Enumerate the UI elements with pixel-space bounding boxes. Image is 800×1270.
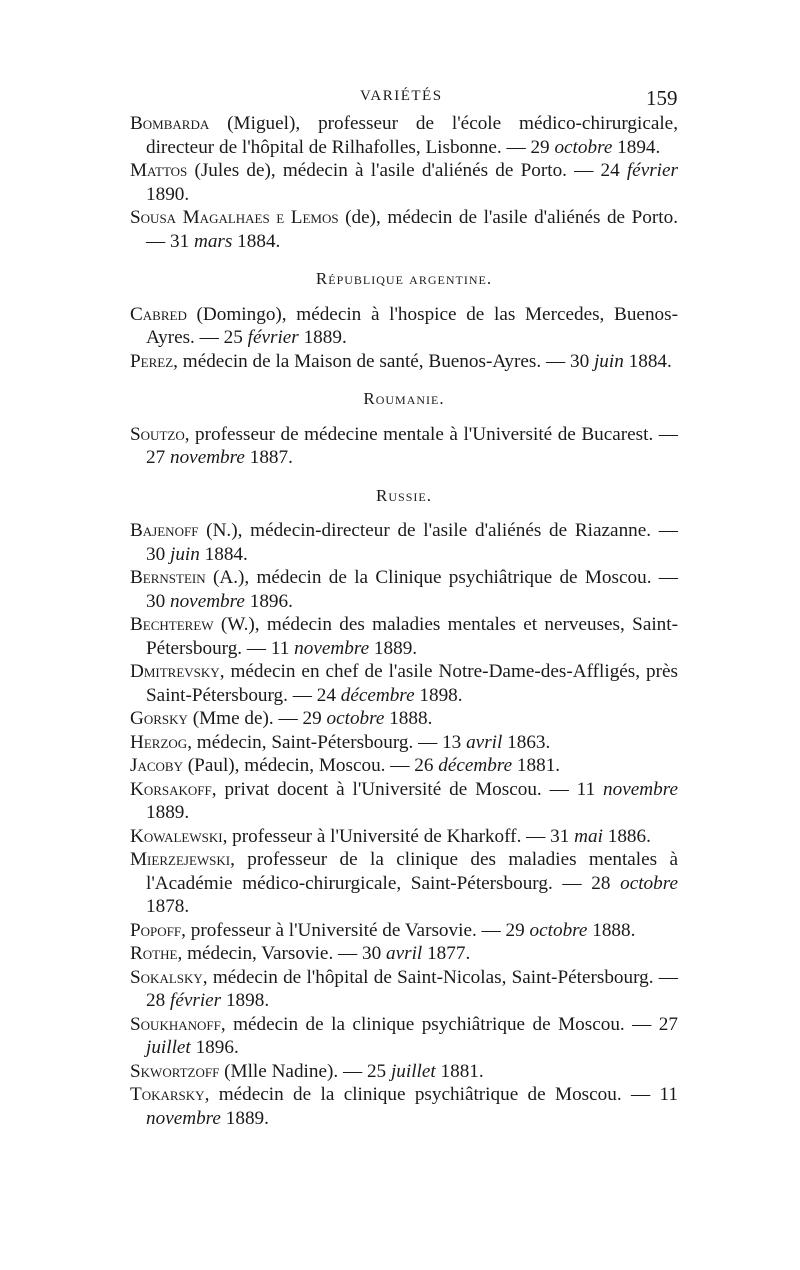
entry-name: Rothe <box>130 943 178 964</box>
entry-name: Perez <box>130 350 174 372</box>
entry-year: 1889. <box>220 1107 269 1129</box>
entry-month: juin <box>169 543 200 565</box>
entry-text: (A.), médecin de la Clinique psychiâtrique de Moscou. — 30 <box>146 567 678 612</box>
entry-year: 1878. <box>146 896 190 917</box>
entry-korsakoff <box>130 778 678 825</box>
entry-bernstein <box>130 566 678 613</box>
entry-year: 1881. <box>512 755 561 776</box>
entry-year: 1863. <box>502 731 551 753</box>
page-number: 159 <box>646 86 678 110</box>
entry-month: octobre <box>620 872 678 894</box>
entry-name: Kowalewski <box>130 825 223 847</box>
entry-bajenoff <box>130 519 678 566</box>
entry-year: 1896. <box>190 1037 239 1058</box>
entry-year: 1877. <box>422 943 471 964</box>
entry-name: Sousa Magalhaes e Lemos <box>130 207 339 228</box>
section-heading-russie: Russie. <box>376 485 432 505</box>
argentine-list <box>130 303 678 374</box>
entry-soukhanoff <box>130 1013 678 1060</box>
entry-kowalewski <box>130 825 678 849</box>
entry-text: (W.), médecin des maladies mentales et nerveuses, Saint-Pétersbourg. — 11 <box>146 614 678 659</box>
entry-year: 1889. <box>146 802 190 823</box>
entry-soutzo <box>130 423 678 470</box>
entry-name: Bechterew <box>130 614 214 635</box>
entry-text: , professeur à l'Université de Varsovie. — 29 <box>181 919 530 941</box>
entry-name: Bajenoff <box>130 520 199 541</box>
entry-month: novembre <box>294 637 370 659</box>
entry-name: Herzog <box>130 731 188 753</box>
entry-text: , médecin en chef de l'asile Notre-Dame-des-Affligés, près Saint-Pétersbourg. — 24 <box>146 661 678 706</box>
russie-list <box>130 519 678 1130</box>
entry-skwortzoff <box>130 1060 678 1084</box>
entry-text: , professeur à l'Université de Kharkoff. — 31 <box>222 825 575 847</box>
entry-year: 1886. <box>602 825 651 847</box>
roumanie-list <box>130 423 678 470</box>
entry-text: (N.), médecin-directeur de l'asile d'aliénés de Riazanne. — 30 <box>146 520 678 565</box>
entry-month: juin <box>593 350 624 372</box>
entry-year: 1881. <box>435 1060 484 1082</box>
entry-month: juillet <box>390 1060 436 1082</box>
entry-text: (Domingo), médecin à l'hospice de las Mercedes, Buenos-Ayres. — 25 <box>146 303 678 348</box>
entry-year: 1898. <box>221 990 270 1011</box>
entry-text: (Jules de), médecin à l'asile d'aliénés de Porto. — 24 <box>187 160 627 181</box>
entry-month: février <box>169 990 222 1011</box>
entry-text: , privat docent à l'Université de Moscou. — 11 <box>211 778 604 800</box>
entry-name: Soukhanoff <box>130 1013 221 1035</box>
entry-name: Bombarda <box>130 113 210 134</box>
section-heading-argentine: République argentine. <box>315 269 493 288</box>
entry-year: 1889. <box>298 327 347 348</box>
entry-text: (de), médecin de l'asile d'aliénés de Porto. — 31 <box>146 207 678 252</box>
entry-bombarda <box>130 112 678 159</box>
portugal-list <box>130 112 678 253</box>
entry-tokarsky <box>130 1083 678 1130</box>
entry-month: décembre <box>438 755 513 776</box>
entry-month: octobre <box>529 919 588 941</box>
entry-sokalsky <box>130 966 678 1013</box>
entry-text: (Mlle Nadine). — 25 <box>219 1060 391 1082</box>
entry-text: (Paul), médecin, Moscou. — 26 <box>182 755 439 776</box>
entry-year: 1884. <box>199 543 248 565</box>
entry-month: novembre <box>169 590 245 612</box>
entry-rothe <box>130 942 678 966</box>
entry-month: novembre <box>169 447 245 468</box>
entry-text: , médecin, Saint-Pétersbourg. — 13 <box>187 731 467 753</box>
entry-text: , médecin de la clinique psychiâtrique de Moscou. — 27 <box>220 1013 678 1035</box>
entry-name: Skwortzoff <box>130 1060 220 1082</box>
entry-name: Soutzo <box>130 423 185 445</box>
entry-jacoby <box>130 754 678 778</box>
entry-name: Tokarsky <box>130 1084 205 1105</box>
entry-month: novembre <box>603 778 678 800</box>
entry-text: , médecin, Varsovie. — 30 <box>177 943 387 964</box>
entry-mattos <box>130 159 678 206</box>
entry-name: Mierzejewski <box>130 849 231 870</box>
entry-name: Sokalsky <box>130 966 203 988</box>
entry-month: novembre <box>146 1107 221 1129</box>
entry-year: 1889. <box>369 637 418 659</box>
entry-month: février <box>626 160 678 181</box>
entry-text: , médecin de l'hôpital de Saint-Nicolas, Saint-Pétersbourg. — 28 <box>146 966 678 1011</box>
entry-text: (Mme de). — 29 <box>187 708 327 729</box>
entry-text: , médecin de la Maison de santé, Buenos-Ayres. — 30 <box>173 350 594 372</box>
entry-mierzejewski <box>130 848 678 919</box>
entry-gorsky <box>130 707 678 731</box>
entry-month: mars <box>193 230 233 252</box>
entry-text: , médecin de la clinique psychiâtrique de Moscou. — 11 <box>204 1084 678 1105</box>
entry-bechterew <box>130 613 678 660</box>
entry-year: 1890. <box>146 183 190 205</box>
entry-year: 1896. <box>244 590 293 612</box>
entry-name: Korsakoff <box>130 778 212 800</box>
entry-perez <box>130 350 678 374</box>
entry-name: Bernstein <box>130 567 206 588</box>
entry-month: octobre <box>554 136 613 158</box>
entry-year: 1887. <box>244 447 293 468</box>
entry-year: 1898. <box>414 684 463 706</box>
entry-name: Dmitrevsky <box>130 661 220 682</box>
page-content <box>130 112 678 1130</box>
entry-popoff <box>130 919 678 943</box>
entry-dmitrevsky <box>130 660 678 707</box>
entry-name: Mattos <box>130 160 188 181</box>
entry-month: octobre <box>326 708 385 729</box>
running-head: VARIÉTÉS <box>360 88 443 104</box>
entry-herzog <box>130 731 678 755</box>
entry-month: février <box>247 327 299 348</box>
entry-year: 1888. <box>587 919 636 941</box>
entry-name: Gorsky <box>130 708 188 729</box>
entry-year: 1884. <box>623 350 672 372</box>
entry-year: 1884. <box>232 230 281 252</box>
entry-text: , professeur de médecine mentale à l'Université de Bucarest. — 27 <box>146 423 678 468</box>
entry-cabred <box>130 303 678 350</box>
entry-sousa-magalhaes-e-lemos <box>130 206 678 253</box>
section-heading-roumanie: Roumanie. <box>363 389 445 408</box>
entry-month: avril <box>466 731 503 753</box>
entry-name: Cabred <box>130 303 187 325</box>
entry-text: (Miguel), professeur de l'école médico-chirurgicale, directeur de l'hôpital de Rilhafolles, Lisbonne. — 29 <box>146 113 678 158</box>
entry-year: 1894. <box>612 136 661 158</box>
entry-text: , professeur de la clinique des maladies mentales à l'Académie médico-chirurgicale, Saint-Pétersbourg. — 28 <box>146 849 678 894</box>
entry-month: mai <box>574 825 603 847</box>
entry-name: Popoff <box>130 919 182 941</box>
entry-month: juillet <box>146 1037 191 1058</box>
entry-month: avril <box>386 943 423 964</box>
entry-name: Jacoby <box>130 755 183 776</box>
entry-year: 1888. <box>384 708 433 729</box>
entry-month: décembre <box>340 684 415 706</box>
